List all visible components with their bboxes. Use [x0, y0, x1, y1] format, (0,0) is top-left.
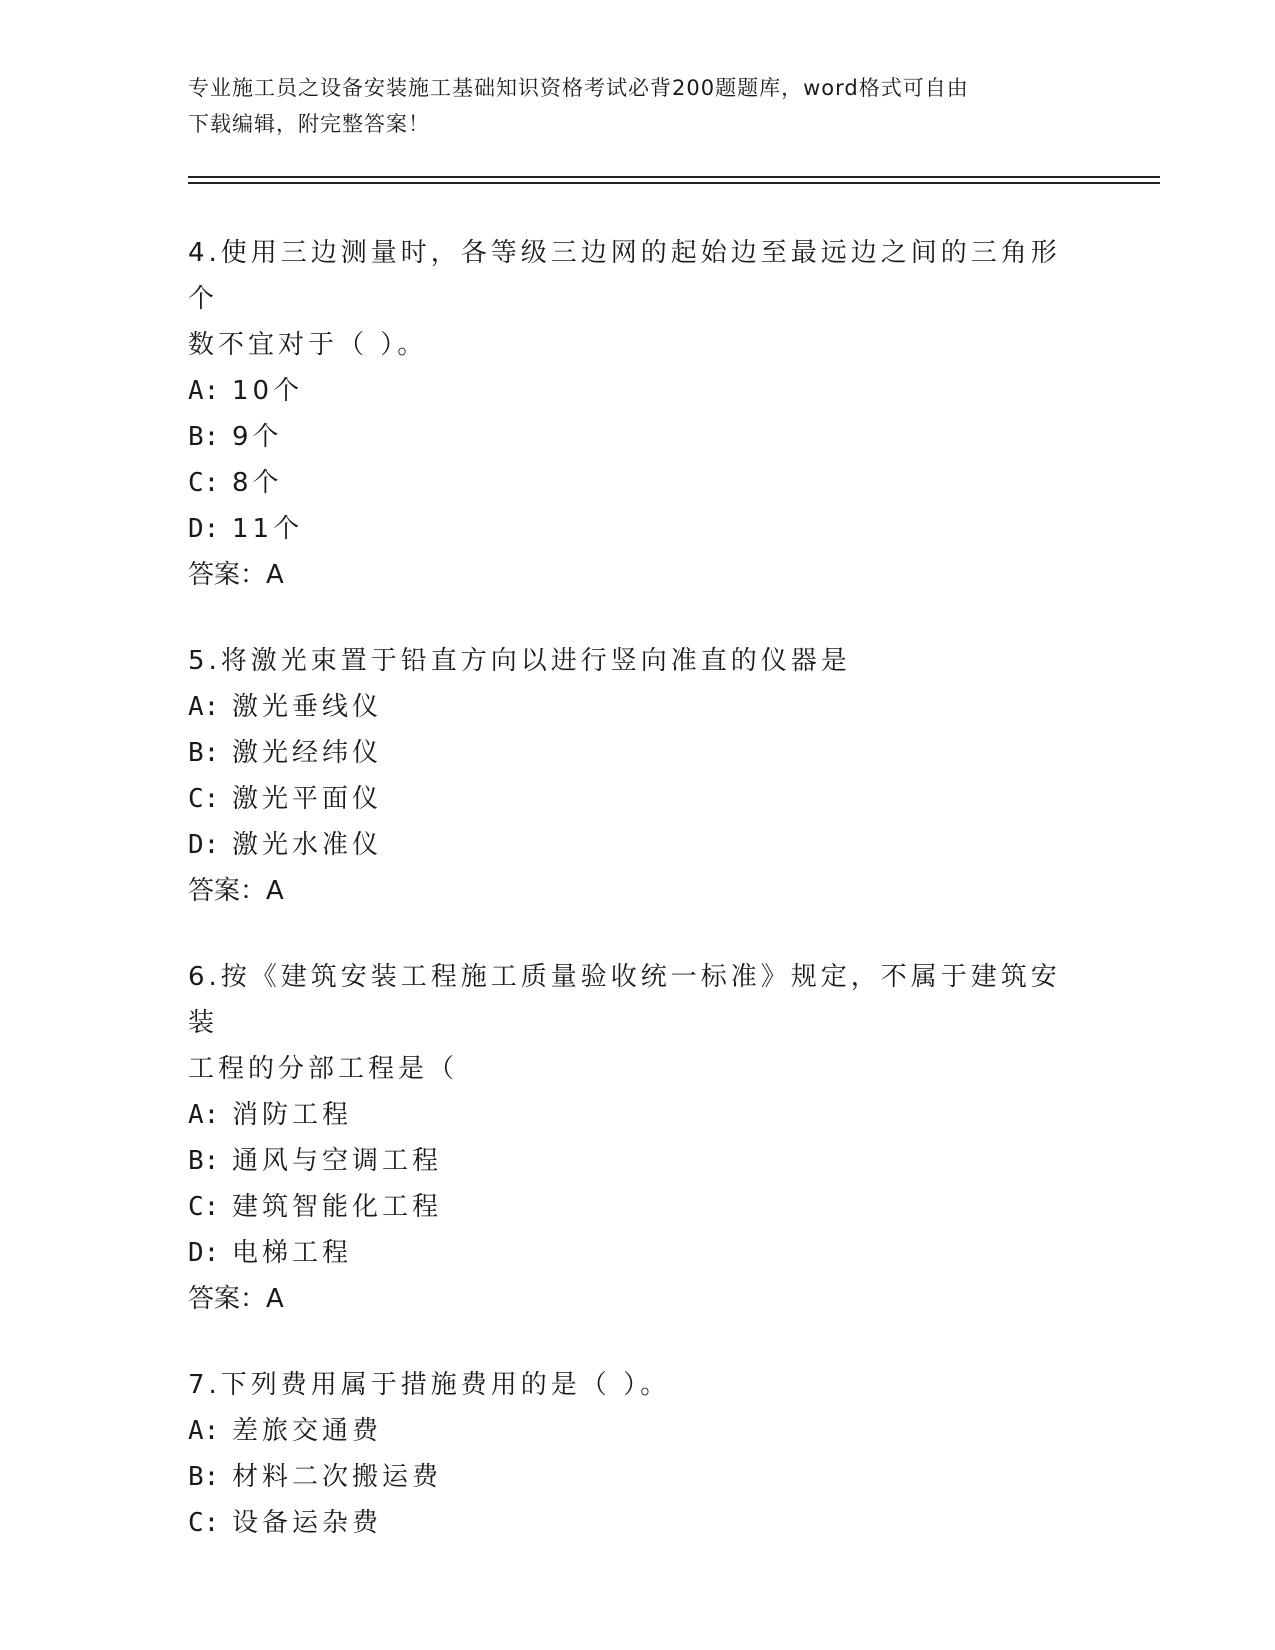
option-d — [188, 506, 1088, 552]
option-d — [188, 1230, 1088, 1276]
option-text: 电梯工程 — [232, 1238, 353, 1268]
option-key: C: — [188, 1192, 220, 1222]
option-c — [188, 1184, 1088, 1230]
option-text: 材料二次搬运费 — [232, 1462, 443, 1492]
answer-line: 答案：A — [188, 876, 284, 906]
question-item — [188, 954, 1088, 1322]
question-list — [188, 230, 1088, 1586]
question-stem-continued: 数不宜对于（ ）。 — [188, 330, 428, 360]
option-text: 通风与空调工程 — [232, 1146, 443, 1176]
option-c — [188, 460, 1088, 506]
option-a — [188, 684, 1088, 730]
option-key: A: — [188, 376, 220, 406]
option-text: 10个 — [232, 376, 304, 406]
option-key: A: — [188, 692, 220, 722]
option-c — [188, 776, 1088, 822]
option-key: D: — [188, 1238, 220, 1268]
question-stem-continued: 工程的分部工程是（ — [188, 1054, 459, 1084]
option-text: 建筑智能化工程 — [232, 1192, 443, 1222]
answer-line: 答案：A — [188, 1284, 284, 1314]
option-d — [188, 822, 1088, 868]
document-header — [188, 70, 1088, 142]
option-key: A: — [188, 1100, 220, 1130]
option-text: 激光经纬仪 — [232, 738, 383, 768]
option-key: C: — [188, 1508, 220, 1538]
option-b — [188, 1454, 1088, 1500]
option-c — [188, 1500, 1088, 1546]
question-stem: 6.按《建筑安装工程施工质量验收统一标准》规定，不属于建筑安装 — [188, 962, 1061, 1038]
header-divider-top — [188, 176, 1160, 178]
option-text: 激光平面仪 — [232, 784, 383, 814]
option-key: B: — [188, 1462, 220, 1492]
option-key: D: — [188, 830, 220, 860]
option-b — [188, 1138, 1088, 1184]
header-line-2: 下载编辑，附完整答案！ — [188, 112, 430, 136]
option-key: B: — [188, 422, 220, 452]
option-key: D: — [188, 514, 220, 544]
option-key: A: — [188, 1416, 220, 1446]
option-a — [188, 1092, 1088, 1138]
option-a — [188, 368, 1088, 414]
question-stem: 4.使用三边测量时，各等级三边网的起始边至最远边之间的三角形个 — [188, 238, 1061, 314]
header-divider-bottom — [188, 182, 1160, 184]
option-key: B: — [188, 1146, 220, 1176]
option-text: 9个 — [232, 422, 283, 452]
option-key: C: — [188, 784, 220, 814]
option-key: B: — [188, 738, 220, 768]
option-text: 8个 — [232, 468, 283, 498]
option-text: 差旅交通费 — [232, 1416, 383, 1446]
option-key: C: — [188, 468, 220, 498]
question-item — [188, 1362, 1088, 1546]
question-item — [188, 638, 1088, 914]
option-text: 11个 — [232, 514, 304, 544]
option-text: 激光水准仪 — [232, 830, 383, 860]
question-stem: 5.将激光束置于铅直方向以进行竖向准直的仪器是 — [188, 646, 851, 676]
answer-line: 答案：A — [188, 560, 284, 590]
option-text: 设备运杂费 — [232, 1508, 383, 1538]
option-b — [188, 414, 1088, 460]
option-a — [188, 1408, 1088, 1454]
option-text: 激光垂线仪 — [232, 692, 383, 722]
option-b — [188, 730, 1088, 776]
option-text: 消防工程 — [232, 1100, 353, 1130]
question-item — [188, 230, 1088, 598]
header-line-1: 专业施工员之设备安装施工基础知识资格考试必背200题题库，word格式可自由 — [188, 76, 969, 100]
question-stem: 7.下列费用属于措施费用的是（ ）。 — [188, 1370, 671, 1400]
